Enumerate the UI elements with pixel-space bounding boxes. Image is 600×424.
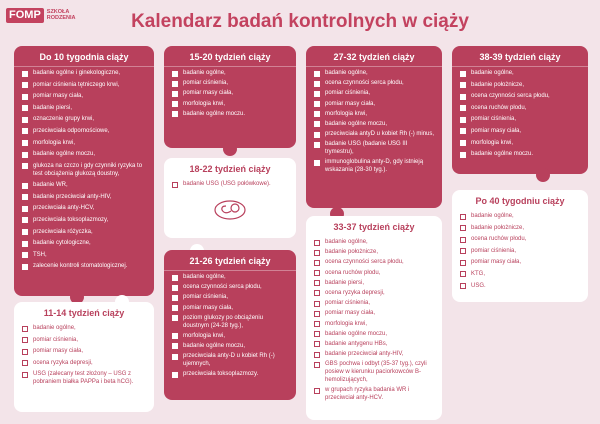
checklist-item bbox=[314, 341, 436, 349]
checkbox[interactable] bbox=[314, 362, 320, 368]
checklist-item bbox=[460, 82, 582, 90]
card-c7 bbox=[306, 216, 442, 420]
checklist-item bbox=[172, 284, 290, 292]
checklist-item-label: przeciwciała toksoplazmozy, bbox=[33, 216, 109, 223]
card-c6 bbox=[306, 46, 442, 208]
checklist-item bbox=[314, 361, 436, 384]
checklist-item bbox=[314, 387, 436, 403]
checklist-item-label: przeciwciała antyD u kobiet Rh (-) minus, bbox=[325, 131, 435, 138]
checklist-item bbox=[172, 90, 290, 98]
checklist-item-label: TSH, bbox=[33, 251, 47, 258]
checklist-item bbox=[22, 151, 148, 159]
checklist-item-label: badanie położnicze, bbox=[471, 81, 525, 88]
checklist-item bbox=[172, 70, 290, 78]
checklist-item bbox=[314, 259, 436, 267]
checkbox[interactable] bbox=[22, 206, 28, 212]
checkbox[interactable] bbox=[314, 111, 320, 117]
card-header: 38-39 tydzień ciąży bbox=[452, 46, 588, 67]
checklist-item-label: badanie ogólne, bbox=[33, 325, 76, 331]
checklist-item-label: morfologia krwi, bbox=[183, 100, 226, 107]
checklist-item-label: badanie ogólne moczu, bbox=[33, 151, 96, 158]
checkbox[interactable] bbox=[22, 152, 28, 158]
checkbox[interactable] bbox=[172, 305, 178, 311]
checkbox[interactable] bbox=[314, 91, 320, 97]
checklist bbox=[164, 271, 296, 385]
checklist-item bbox=[460, 271, 582, 279]
checklist-item bbox=[314, 111, 436, 119]
checkbox[interactable] bbox=[460, 94, 466, 100]
checklist bbox=[306, 236, 442, 409]
checkbox[interactable] bbox=[172, 315, 178, 321]
checklist-item bbox=[22, 82, 148, 90]
checklist-item-label: pomiar ciśnienia, bbox=[471, 116, 517, 123]
checklist-item bbox=[22, 163, 148, 179]
checkbox[interactable] bbox=[22, 94, 28, 100]
checklist-item bbox=[314, 331, 436, 339]
checkbox[interactable] bbox=[460, 237, 466, 243]
checklist-item-label: badanie ogólne, bbox=[325, 70, 368, 76]
checkbox[interactable] bbox=[22, 326, 28, 332]
checkbox[interactable] bbox=[172, 275, 178, 281]
checkbox[interactable] bbox=[172, 372, 178, 378]
checklist-item-label: przeciwciała toksoplazmozy. bbox=[183, 371, 259, 378]
checklist-item bbox=[314, 70, 436, 78]
checkbox[interactable] bbox=[22, 337, 28, 343]
checklist-item bbox=[172, 294, 290, 302]
checkbox[interactable] bbox=[460, 82, 466, 88]
checklist-item-label: pomiar masy ciała, bbox=[471, 259, 522, 266]
checklist-item-label: badanie USG (USG połówkowe). bbox=[183, 181, 271, 187]
card-c9 bbox=[452, 190, 588, 302]
checklist-item bbox=[172, 333, 290, 341]
checkbox[interactable] bbox=[22, 82, 28, 88]
checklist-item bbox=[314, 101, 436, 109]
checkbox[interactable] bbox=[22, 128, 28, 134]
checklist-item bbox=[314, 270, 436, 278]
checklist-item-label: pomiar ciśnienia, bbox=[325, 90, 371, 97]
card-header: 18-22 tydzień ciąży bbox=[189, 164, 271, 174]
checkbox[interactable] bbox=[22, 163, 28, 169]
checklist bbox=[452, 67, 588, 167]
page-title: Kalendarz badań kontrolnych w ciąży bbox=[131, 11, 469, 32]
checkbox[interactable] bbox=[22, 140, 28, 146]
checklist-item bbox=[314, 80, 436, 88]
checkbox[interactable] bbox=[172, 101, 178, 107]
checklist-item-label: pomiar ciśnienia, bbox=[183, 294, 229, 301]
checkbox[interactable] bbox=[314, 270, 320, 276]
checklist bbox=[452, 210, 588, 298]
checklist-item-label: zalecenie kontroli stomatologicznej. bbox=[33, 263, 128, 270]
checklist bbox=[14, 322, 154, 395]
checkbox[interactable] bbox=[314, 301, 320, 307]
checklist-item-label: badanie ogólne moczu. bbox=[183, 110, 246, 117]
checklist-item-label: badanie USG (badanie USG III trymestru), bbox=[325, 141, 408, 156]
checkbox[interactable] bbox=[172, 71, 178, 77]
checklist-item bbox=[460, 259, 582, 267]
checklist-item bbox=[460, 151, 582, 159]
checklist-item-label: badanie przeciwciał anty-HIV, bbox=[325, 351, 404, 358]
checklist-item-label: pomiar masy ciała, bbox=[183, 90, 234, 97]
checkbox[interactable] bbox=[314, 352, 320, 358]
checklist-item bbox=[460, 248, 582, 256]
checklist-item-label: pomiar masy ciała, bbox=[33, 93, 84, 100]
checkbox[interactable] bbox=[314, 311, 320, 317]
checklist-item bbox=[460, 140, 582, 148]
checklist bbox=[14, 67, 154, 279]
checklist-item-label: badanie WR, bbox=[33, 182, 68, 189]
checkbox[interactable] bbox=[314, 71, 320, 77]
checkbox[interactable] bbox=[314, 260, 320, 266]
checklist-item-label: przeciwciała odpornościowe, bbox=[33, 127, 110, 134]
checkbox[interactable] bbox=[22, 372, 28, 378]
checkbox[interactable] bbox=[314, 290, 320, 296]
checklist-item bbox=[172, 343, 290, 351]
checklist bbox=[164, 178, 296, 197]
checklist-item-label: USG (zalecany test złożony – USG z pobraniem białka PAPPa i beta hCG). bbox=[33, 371, 134, 386]
card-c8 bbox=[452, 46, 588, 174]
card-c2 bbox=[14, 302, 154, 412]
checklist-item-label: badanie przeciwciał anty-HIV, bbox=[33, 193, 112, 200]
checkbox[interactable] bbox=[460, 271, 466, 277]
checklist-item bbox=[172, 315, 290, 331]
checklist-item bbox=[172, 181, 290, 189]
checkbox[interactable] bbox=[314, 341, 320, 347]
checkbox[interactable] bbox=[460, 260, 466, 266]
checklist-item-label: przeciwciała anty-D u kobiet Rh (-) ujemnych, bbox=[183, 353, 275, 367]
checklist-item bbox=[314, 351, 436, 359]
checklist-item-label: morfologia krwi, bbox=[325, 110, 368, 117]
checklist-item bbox=[22, 70, 148, 78]
checkbox[interactable] bbox=[314, 240, 320, 246]
checklist-item-label: badanie ogólne moczu, bbox=[183, 342, 246, 349]
checkbox[interactable] bbox=[314, 142, 320, 148]
checklist-item bbox=[460, 236, 582, 244]
card-c4 bbox=[164, 158, 296, 238]
checklist-item bbox=[172, 305, 290, 313]
checklist-item bbox=[314, 90, 436, 98]
checkbox[interactable] bbox=[172, 81, 178, 87]
checkbox[interactable] bbox=[22, 264, 28, 270]
checkbox[interactable] bbox=[172, 91, 178, 97]
checklist-item bbox=[314, 121, 436, 129]
checklist-item-label: GBS pochwa i odbyt (35-37 tyg.), czyli posiew w kierunku paciorkowców B-hemolizujących, bbox=[325, 361, 427, 383]
checklist-item-label: ocena czynności serca płodu, bbox=[325, 80, 404, 87]
checkbox[interactable] bbox=[22, 194, 28, 200]
checkbox[interactable] bbox=[460, 105, 466, 111]
checklist-item bbox=[314, 159, 436, 175]
checklist-item-label: ocena ruchów płodu, bbox=[471, 236, 527, 243]
card-connector bbox=[536, 168, 550, 182]
checklist-item-label: pomiar masy ciała, bbox=[471, 127, 522, 134]
checklist-item-label: badanie ogólne i ginekologiczne, bbox=[33, 70, 121, 76]
checklist-item bbox=[460, 116, 582, 124]
checklist bbox=[306, 67, 442, 181]
checklist-item-label: przeciwciała anty-HCV, bbox=[33, 205, 95, 212]
card-header: Po 40 tygodniu ciąży bbox=[475, 196, 565, 206]
checkbox[interactable] bbox=[22, 241, 28, 247]
checklist-item bbox=[22, 240, 148, 248]
checklist-item-label: badanie cytologiczne, bbox=[33, 240, 91, 247]
checklist-item-label: pomiar ciśnienia tętniczego krwi, bbox=[33, 81, 120, 88]
checkbox[interactable] bbox=[460, 283, 466, 289]
checklist-item bbox=[22, 360, 148, 368]
checklist-item-label: pomiar ciśnienia, bbox=[183, 80, 229, 87]
checkbox[interactable] bbox=[314, 280, 320, 286]
checkbox[interactable] bbox=[172, 354, 178, 360]
checklist-item-label: badanie ogólne, bbox=[471, 213, 514, 219]
checklist-item bbox=[22, 116, 148, 124]
checklist-item bbox=[22, 194, 148, 202]
checkbox[interactable] bbox=[22, 360, 28, 366]
card-header: 11-14 tydzień ciąży bbox=[43, 308, 125, 318]
checklist-item-label: badanie piersi, bbox=[325, 279, 365, 286]
checklist-item bbox=[314, 321, 436, 329]
card-header: 21-26 tydzień ciąży bbox=[164, 250, 296, 271]
checkbox[interactable] bbox=[22, 105, 28, 111]
checklist-item-label: badanie ogólne moczu, bbox=[325, 330, 388, 337]
checkbox[interactable] bbox=[314, 331, 320, 337]
checklist-item bbox=[22, 263, 148, 271]
checklist-item bbox=[22, 252, 148, 260]
checkbox[interactable] bbox=[314, 132, 320, 138]
checklist-item-label: badanie antygenu HBs, bbox=[325, 340, 388, 347]
checklist-item bbox=[172, 111, 290, 119]
card-header: 15-20 tydzień ciąży bbox=[164, 46, 296, 67]
checkbox[interactable] bbox=[22, 183, 28, 189]
checklist-item bbox=[22, 128, 148, 136]
checklist-item bbox=[22, 217, 148, 225]
checklist-item bbox=[314, 141, 436, 157]
checklist-item-label: ocena czynności serca płodu, bbox=[325, 259, 404, 266]
checklist-item-label: pomiar masy ciała, bbox=[325, 100, 376, 107]
checklist-item bbox=[460, 93, 582, 101]
checklist-item-label: pomiar ciśnienia, bbox=[471, 247, 517, 254]
checklist-item-label: pomiar masy ciała, bbox=[183, 304, 234, 311]
checklist-item bbox=[22, 182, 148, 190]
checklist bbox=[164, 67, 296, 125]
checkbox[interactable] bbox=[314, 81, 320, 87]
checklist-item-label: USG. bbox=[471, 282, 486, 289]
checklist-item-label: morfologia krwi, bbox=[325, 320, 368, 327]
checklist-item-label: glukoza na czczo i gdy czynniki ryzyka to test obciążenia glukozą doustny, bbox=[33, 162, 143, 177]
checklist-item-label: ocena ruchów płodu, bbox=[471, 104, 527, 111]
checkbox[interactable] bbox=[314, 101, 320, 107]
checkbox[interactable] bbox=[314, 250, 320, 256]
checklist-item-label: badanie ogólne, bbox=[183, 274, 226, 280]
card-header: 27-32 tydzień ciąży bbox=[306, 46, 442, 67]
checklist-item bbox=[460, 213, 582, 221]
checklist-item bbox=[172, 353, 290, 369]
checkbox[interactable] bbox=[172, 295, 178, 301]
checklist-item-label: badanie ogólne, bbox=[325, 239, 368, 245]
checkbox[interactable] bbox=[22, 229, 28, 235]
checklist-item bbox=[460, 105, 582, 113]
checklist-item-label: morfologia krwi, bbox=[183, 332, 226, 339]
checklist-item bbox=[172, 371, 290, 379]
checklist-item bbox=[22, 371, 148, 387]
checklist-item bbox=[22, 229, 148, 237]
checklist-item bbox=[22, 325, 148, 333]
checkbox[interactable] bbox=[314, 160, 320, 166]
checklist-item bbox=[22, 105, 148, 113]
card-c3 bbox=[164, 46, 296, 148]
checklist-item bbox=[22, 337, 148, 345]
checklist-item bbox=[22, 205, 148, 213]
checklist-item-label: pomiar masy ciała, bbox=[325, 310, 376, 317]
checklist-item-label: ocena ryzyka depresji, bbox=[325, 289, 385, 296]
checklist-item-label: pomiar ciśnienia, bbox=[325, 300, 371, 307]
checklist-item bbox=[172, 80, 290, 88]
checklist-item-label: pomiar masy ciała, bbox=[33, 348, 84, 355]
checklist-item-label: ocena ryzyka depresji, bbox=[33, 359, 93, 366]
checklist-item-label: ocena ruchów płodu, bbox=[325, 269, 381, 276]
checkbox[interactable] bbox=[22, 217, 28, 223]
checkbox[interactable] bbox=[172, 343, 178, 349]
checklist-item bbox=[22, 93, 148, 101]
checkbox[interactable] bbox=[460, 225, 466, 231]
checklist-item bbox=[314, 280, 436, 288]
checkbox[interactable] bbox=[460, 214, 466, 220]
checkbox[interactable] bbox=[22, 349, 28, 355]
checkbox[interactable] bbox=[314, 388, 320, 394]
checkbox[interactable] bbox=[314, 321, 320, 327]
checklist-item-label: poziom glukozy po obciążeniu doustnym (24-28 tyg.), bbox=[183, 314, 264, 329]
baby-icon bbox=[213, 199, 247, 221]
checkbox[interactable] bbox=[460, 128, 466, 134]
checkbox[interactable] bbox=[172, 182, 178, 188]
checkbox[interactable] bbox=[172, 333, 178, 339]
checkbox[interactable] bbox=[172, 285, 178, 291]
checklist-item bbox=[460, 283, 582, 291]
checklist-item-label: badanie ogólne, bbox=[183, 70, 226, 76]
checklist-item-label: przeciwciała różyczka, bbox=[33, 228, 93, 235]
checklist-item-label: badanie ogólne moczu, bbox=[325, 120, 388, 127]
checklist-item bbox=[460, 70, 582, 78]
checklist-item bbox=[460, 128, 582, 136]
checkbox[interactable] bbox=[22, 71, 28, 77]
checklist-item-label: ocena czynności serca płodu, bbox=[183, 284, 262, 291]
checklist-item bbox=[314, 310, 436, 318]
checkbox[interactable] bbox=[22, 252, 28, 258]
card-header: Do 10 tygodnia ciąży bbox=[14, 46, 154, 67]
checklist-item bbox=[314, 131, 436, 139]
checkbox[interactable] bbox=[460, 248, 466, 254]
checklist-item-label: badanie położnicze, bbox=[325, 249, 379, 256]
checkbox[interactable] bbox=[460, 71, 466, 77]
checklist-item-label: morfologia krwi, bbox=[33, 139, 76, 146]
logo-text: SZKOŁA RODZENIA bbox=[46, 8, 76, 21]
checklist-item bbox=[22, 140, 148, 148]
checklist-item bbox=[314, 300, 436, 308]
card-c5 bbox=[164, 250, 296, 400]
checklist-item-label: immunoglobulina anty-D, gdy istnieją wskazania (28-30 tyg.). bbox=[325, 159, 424, 174]
checkbox[interactable] bbox=[22, 117, 28, 123]
checklist-item-label: w grupach ryzyka badania WR i przeciwciał anty-HCV. bbox=[325, 387, 410, 401]
logo-mark: FOMP bbox=[6, 8, 44, 23]
card-header: 33-37 tydzień ciąży bbox=[333, 222, 415, 232]
checklist-item bbox=[460, 225, 582, 233]
checklist-item bbox=[314, 249, 436, 257]
checklist-item-label: badanie położnicze, bbox=[471, 224, 525, 231]
checkbox[interactable] bbox=[460, 117, 466, 123]
checkbox[interactable] bbox=[172, 111, 178, 117]
checklist-item bbox=[314, 239, 436, 247]
checklist-item bbox=[314, 290, 436, 298]
checklist-item-label: badanie ogólne, bbox=[471, 70, 514, 76]
checkbox[interactable] bbox=[314, 121, 320, 127]
checklist-item-label: ocena czynności serca płodu, bbox=[471, 93, 550, 100]
checklist-item-label: badanie piersi, bbox=[33, 104, 73, 111]
checklist-item-label: morfologia krwi, bbox=[471, 139, 514, 146]
checkbox[interactable] bbox=[460, 152, 466, 158]
card-c1 bbox=[14, 46, 154, 296]
checklist-item bbox=[172, 101, 290, 109]
checkbox[interactable] bbox=[460, 140, 466, 146]
checklist-item-label: KTG, bbox=[471, 270, 486, 277]
checklist-item-label: badanie ogólne moczu. bbox=[471, 151, 534, 158]
checklist-item-label: oznaczenie grupy krwi, bbox=[33, 116, 95, 123]
checklist-item-label: pomiar ciśnienia, bbox=[33, 336, 79, 343]
card-connector bbox=[223, 142, 237, 156]
checklist-item bbox=[172, 274, 290, 282]
checklist-item bbox=[22, 348, 148, 356]
